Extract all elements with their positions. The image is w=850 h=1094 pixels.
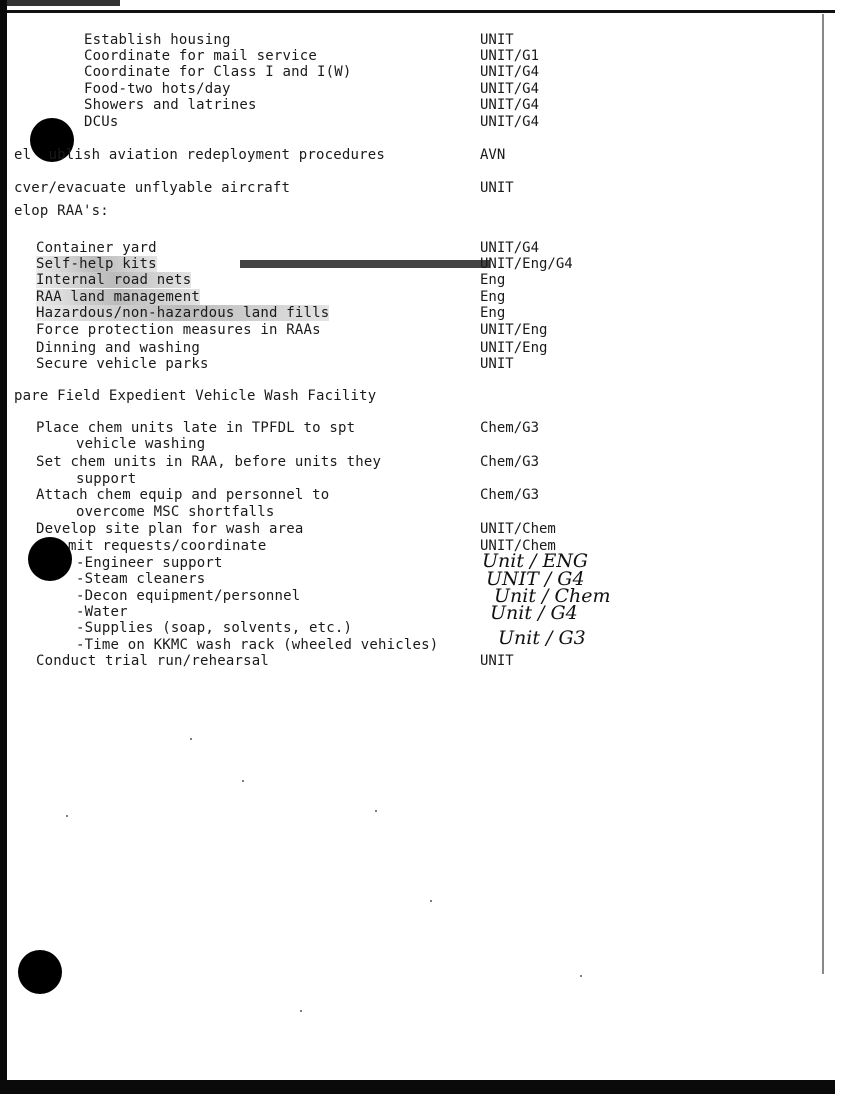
item-resp: UNIT/G4 xyxy=(480,81,540,97)
section-heading: pare Field Expedient Vehicle Wash Facility xyxy=(14,388,377,404)
scan-smudge xyxy=(240,260,490,268)
handwritten-note: Unit / Chem xyxy=(494,585,611,607)
item-text: Food-two hots/day xyxy=(84,81,231,97)
scan-corner-mark xyxy=(0,0,120,6)
item-resp: UNIT/G4 xyxy=(480,97,540,113)
item-text: Establish housing xyxy=(84,32,231,48)
section-heading: elop RAA's: xyxy=(14,203,109,219)
item-text: DCUs xyxy=(84,114,119,130)
item-text: Container yard xyxy=(36,240,157,256)
sub-item-text: -Engineer support xyxy=(76,555,223,571)
item-text: Self-help kits xyxy=(36,256,157,272)
item-resp: Chem/G3 xyxy=(480,487,540,503)
item-resp: UNIT/Eng xyxy=(480,322,548,338)
scan-speck xyxy=(580,975,582,977)
item-resp: Chem/G3 xyxy=(480,420,540,436)
item-resp: UNIT xyxy=(480,180,514,196)
sub-item-text: -Water xyxy=(76,604,128,620)
punch-hole-bottom xyxy=(18,950,62,994)
item-text: Set chem units in RAA, before units they xyxy=(36,454,382,470)
item-text-continuation: support xyxy=(76,471,137,487)
item-resp: UNIT/G4 xyxy=(480,64,540,80)
page-bottom-border xyxy=(0,1080,835,1094)
item-resp: Eng xyxy=(480,289,506,305)
item-text: Conduct trial run/rehearsal xyxy=(36,653,269,669)
item-text: Place chem units late in TPFDL to spt xyxy=(36,420,356,436)
item-text: el ublish aviation redeployment procedures xyxy=(14,147,386,163)
item-text: Dinning and washing xyxy=(36,340,200,356)
page-left-border xyxy=(0,0,7,1094)
scan-speck xyxy=(300,1010,302,1012)
item-resp: UNIT/Chem xyxy=(480,538,556,554)
item-resp: UNIT/Eng/G4 xyxy=(480,256,573,272)
item-text: Force protection measures in RAAs xyxy=(36,322,321,338)
item-resp: UNIT/G4 xyxy=(480,114,540,130)
item-text: Attach chem equip and personnel to xyxy=(36,487,330,503)
item-text-continuation: vehicle washing xyxy=(76,436,206,452)
item-text: Coordinate for Class I and I(W) xyxy=(84,64,352,80)
item-resp: UNIT xyxy=(480,653,514,669)
item-text: Coordinate for mail service xyxy=(84,48,317,64)
sub-item-text: -Decon equipment/personnel xyxy=(76,588,301,604)
item-text: RAA land management xyxy=(36,289,200,305)
item-resp: UNIT/G4 xyxy=(480,240,540,256)
page-right-edge xyxy=(822,14,824,974)
item-text: Secure vehicle parks xyxy=(36,356,209,372)
item-text: Showers and latrines xyxy=(84,97,257,113)
item-resp: UNIT/G1 xyxy=(480,48,540,64)
item-resp: Eng xyxy=(480,272,506,288)
punch-hole-middle xyxy=(28,537,72,581)
sub-item-text: -Time on KKMC wash rack (wheeled vehicles) xyxy=(76,637,439,653)
sub-item-text: -Supplies (soap, solvents, etc.) xyxy=(76,620,353,636)
item-resp: Chem/G3 xyxy=(480,454,540,470)
item-resp: AVN xyxy=(480,147,506,163)
scan-speck xyxy=(242,780,244,782)
item-resp: UNIT xyxy=(480,356,514,372)
handwritten-note: Unit / G3 xyxy=(498,627,586,649)
item-resp: UNIT xyxy=(480,32,514,48)
scan-speck xyxy=(190,738,192,740)
page-top-border xyxy=(0,10,835,13)
handwritten-note: Unit / G4 xyxy=(490,602,578,624)
item-text: mit requests/coordinate xyxy=(68,538,267,554)
item-resp: Eng xyxy=(480,305,506,321)
item-resp: UNIT/Chem xyxy=(480,521,556,537)
item-text: Internal road nets xyxy=(36,272,192,288)
item-text: Develop site plan for wash area xyxy=(36,521,304,537)
item-text: Hazardous/non-hazardous land fills xyxy=(36,305,330,321)
scan-speck xyxy=(430,900,432,902)
item-text-continuation: overcome MSC shortfalls xyxy=(76,504,275,520)
handwritten-note: UNIT / G4 xyxy=(486,568,585,590)
handwritten-note: Unit / ENG xyxy=(482,550,589,572)
scan-speck xyxy=(66,815,68,817)
scan-speck xyxy=(375,810,377,812)
item-text: cver/evacuate unflyable aircraft xyxy=(14,180,291,196)
sub-item-text: -Steam cleaners xyxy=(76,571,206,587)
item-resp: UNIT/Eng xyxy=(480,340,548,356)
